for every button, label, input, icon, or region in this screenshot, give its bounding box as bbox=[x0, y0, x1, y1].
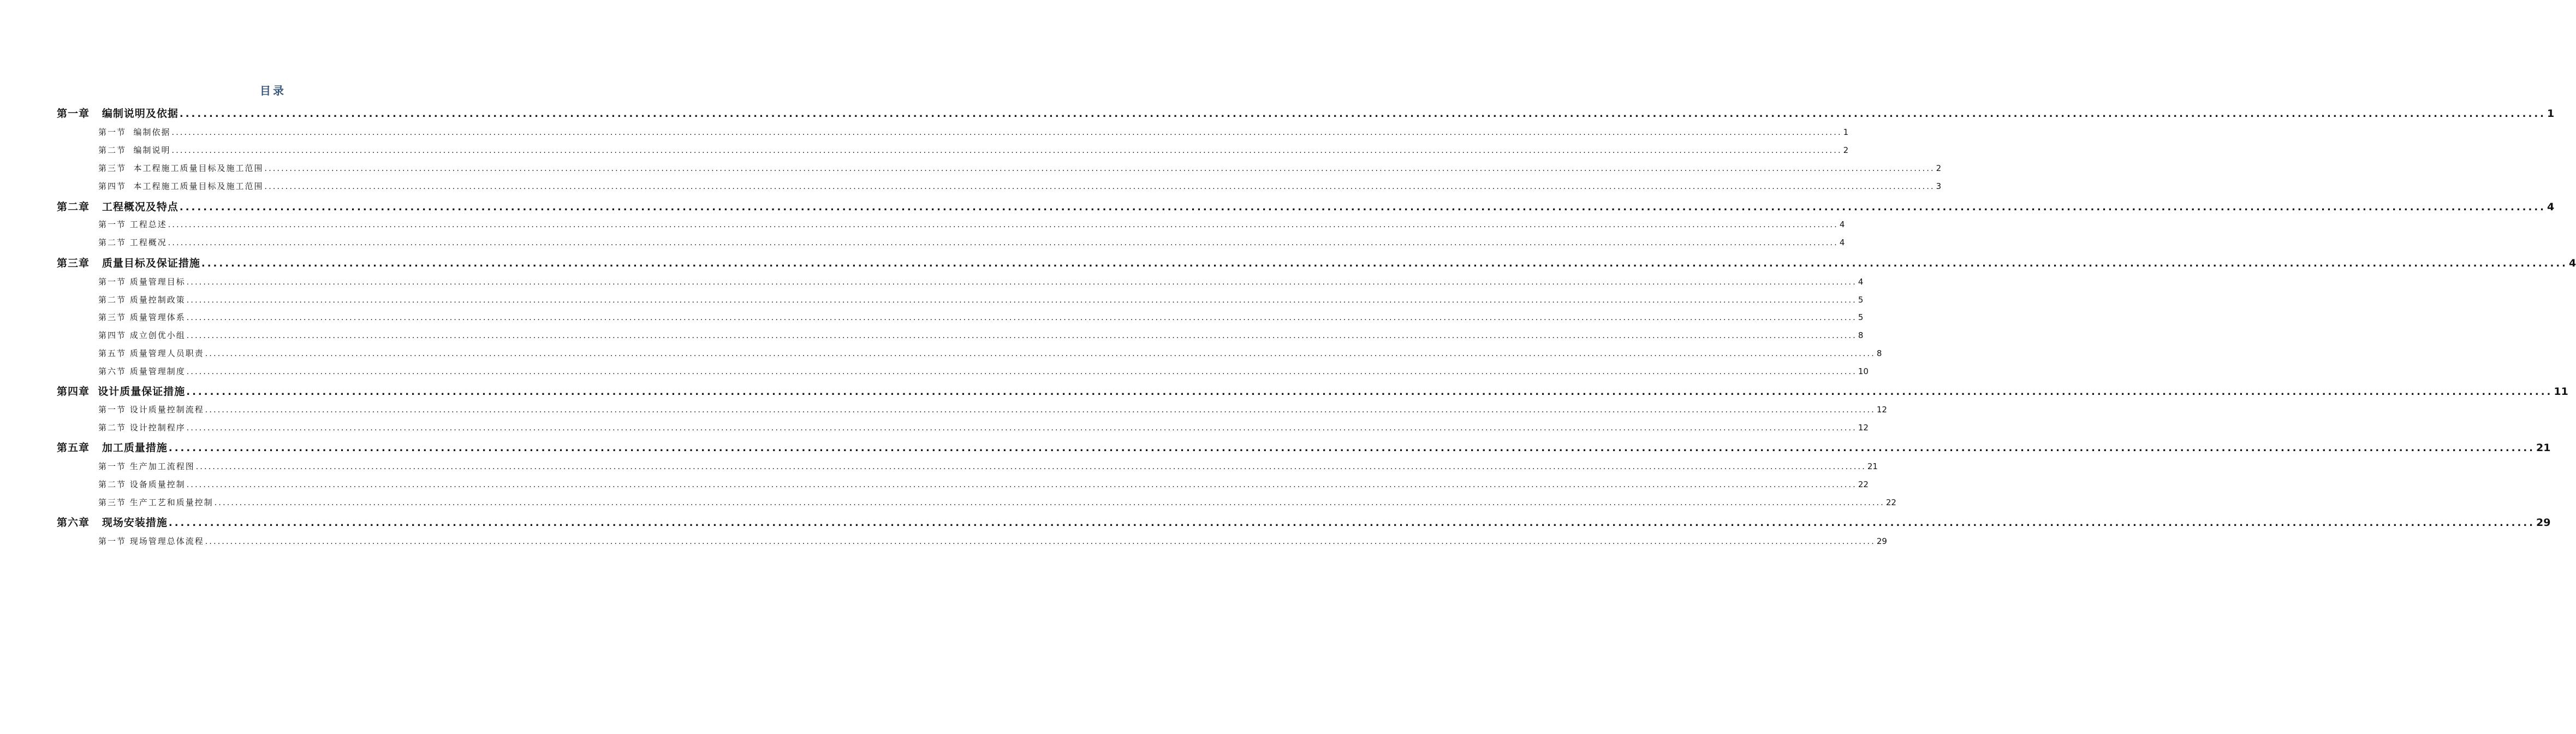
toc-entry-label: 第二章 工程概况及特点 bbox=[57, 201, 179, 213]
toc-page-number: 4 bbox=[1839, 220, 1845, 229]
toc-leader-dots: ................................................................................................................................................................................................................................................................................................................................................................................................................ bbox=[186, 313, 1857, 322]
toc-entry-label: 第六节 质量管理制度 bbox=[98, 366, 186, 376]
toc-page-number: 5 bbox=[1858, 295, 1864, 305]
toc-leader-dots: ................................................................................................................................................................................................................................................................................................................................................................................................................ bbox=[186, 481, 1857, 489]
toc-page-number: 22 bbox=[1858, 480, 1869, 489]
toc-section-entry[interactable] bbox=[98, 365, 1869, 377]
toc-page-number: 4 bbox=[1858, 277, 1864, 287]
toc-page-number: 4 bbox=[2569, 257, 2576, 269]
toc-section-entry[interactable] bbox=[98, 180, 1942, 192]
toc-page-number: 5 bbox=[1858, 312, 1864, 322]
toc-leader-dots: ................................................................................................................................................................................................................................................................................................................................................................................................................ bbox=[195, 463, 1866, 471]
toc-leader-dots: ................................................................................................................................................................................................................................................................................................................................................................................................................ bbox=[205, 406, 1876, 415]
toc-page-number: 1 bbox=[2547, 108, 2555, 120]
toc-leader-dots: ................................................................................................................................................................................................................................................................................................................................................................................................................ bbox=[179, 108, 2547, 120]
toc-page-number: 29 bbox=[1876, 536, 1887, 546]
toc-chapter-entry[interactable] bbox=[57, 255, 2576, 270]
toc-section-entry[interactable] bbox=[98, 162, 1942, 174]
toc-entry-label: 第一节 现场管理总体流程 bbox=[98, 536, 204, 546]
toc-entry-label: 第五节 质量管理人员职责 bbox=[98, 348, 204, 358]
toc-entry-label: 第二节 设备质量控制 bbox=[98, 480, 186, 489]
toc-leader-dots: ................................................................................................................................................................................................................................................................................................................................................................................................................ bbox=[186, 278, 1857, 287]
toc-section-entry[interactable] bbox=[98, 496, 1896, 508]
toc-entry-label: 第一节 生产加工流程图 bbox=[98, 461, 195, 471]
toc-leader-dots: ................................................................................................................................................................................................................................................................................................................................................................................................................ bbox=[186, 296, 1857, 305]
toc-entry-label: 第一节 设计质量控制流程 bbox=[98, 405, 204, 415]
toc-leader-dots: ................................................................................................................................................................................................................................................................................................................................................................................................................ bbox=[214, 499, 1885, 507]
toc-leader-dots: ................................................................................................................................................................................................................................................................................................................................................................................................................ bbox=[205, 350, 1876, 358]
toc-section-entry[interactable] bbox=[98, 294, 1864, 305]
toc-page-number: 12 bbox=[1858, 423, 1869, 433]
toc-entry-label: 第三节 本工程施工质量目标及施工范围 bbox=[98, 163, 264, 173]
toc-chapter-entry[interactable] bbox=[57, 199, 2555, 214]
toc-page-number: 8 bbox=[1858, 330, 1864, 340]
toc-chapter-entry[interactable] bbox=[57, 440, 2551, 454]
toc-page-number: 21 bbox=[1867, 461, 1878, 471]
toc-page-number: 21 bbox=[2536, 442, 2551, 454]
toc-entry-label: 第六章 现场安装措施 bbox=[57, 517, 168, 529]
toc-entry-label: 第三节 质量管理体系 bbox=[98, 312, 186, 322]
toc-title: 目录 bbox=[260, 84, 286, 97]
toc-page-number: 3 bbox=[1936, 181, 1942, 191]
toc-section-entry[interactable] bbox=[98, 404, 1887, 415]
toc-leader-dots: ................................................................................................................................................................................................................................................................................................................................................................................................................ bbox=[186, 386, 2553, 398]
toc-page-number: 10 bbox=[1858, 366, 1869, 376]
toc-entry-label: 第二节 工程概况 bbox=[98, 238, 167, 247]
toc-entry-label: 第二节 编制说明 bbox=[98, 145, 171, 155]
toc-page-number: 4 bbox=[2547, 201, 2555, 213]
toc-leader-dots: ................................................................................................................................................................................................................................................................................................................................................................................................................ bbox=[171, 128, 1842, 137]
toc-chapter-entry[interactable] bbox=[57, 383, 2568, 398]
toc-page-number: 22 bbox=[1885, 498, 1896, 507]
toc-leader-dots: ................................................................................................................................................................................................................................................................................................................................................................................................................ bbox=[201, 258, 2568, 269]
toc-leader-dots: ................................................................................................................................................................................................................................................................................................................................................................................................................ bbox=[264, 164, 1935, 173]
toc-section-entry[interactable] bbox=[98, 535, 1887, 547]
toc-entry-label: 第四节 成立创优小组 bbox=[98, 330, 186, 340]
toc-section-entry[interactable] bbox=[98, 311, 1864, 323]
toc-section-entry[interactable] bbox=[98, 478, 1869, 490]
toc-page-number: 4 bbox=[1839, 238, 1845, 247]
toc-section-entry[interactable] bbox=[98, 236, 1845, 248]
toc-entry-label: 第三节 生产工艺和质量控制 bbox=[98, 498, 213, 507]
toc-entry-label: 第五章 加工质量措施 bbox=[57, 442, 168, 454]
toc-page-number: 8 bbox=[1876, 348, 1882, 358]
toc-chapter-entry[interactable] bbox=[57, 105, 2555, 120]
toc-entry-label: 第四章 设计质量保证措施 bbox=[57, 386, 186, 398]
toc-leader-dots: ................................................................................................................................................................................................................................................................................................................................................................................................................ bbox=[205, 537, 1876, 546]
toc-entry-label: 第三章 质量目标及保证措施 bbox=[57, 257, 200, 269]
toc-section-entry[interactable] bbox=[98, 144, 1849, 156]
toc-entry-label: 第一章 编制说明及依据 bbox=[57, 108, 179, 120]
toc-section-entry[interactable] bbox=[98, 276, 1864, 287]
toc-leader-dots: ................................................................................................................................................................................................................................................................................................................................................................................................................ bbox=[264, 182, 1935, 191]
toc-entry-label: 第二节 设计控制程序 bbox=[98, 423, 186, 433]
toc-chapter-entry[interactable] bbox=[57, 514, 2551, 529]
toc-leader-dots: ................................................................................................................................................................................................................................................................................................................................................................................................................ bbox=[168, 239, 1839, 247]
toc-section-entry[interactable] bbox=[98, 329, 1864, 341]
toc-leader-dots: ................................................................................................................................................................................................................................................................................................................................................................................................................ bbox=[186, 332, 1857, 340]
toc-section-entry[interactable] bbox=[98, 218, 1845, 230]
toc-entry-label: 第一节 质量管理目标 bbox=[98, 277, 186, 287]
toc-page-number: 2 bbox=[1843, 145, 1849, 155]
toc-page-number: 11 bbox=[2554, 386, 2568, 398]
toc-section-entry[interactable] bbox=[98, 126, 1849, 138]
toc-section-entry[interactable] bbox=[98, 460, 1878, 472]
toc-leader-dots: ................................................................................................................................................................................................................................................................................................................................................................................................................ bbox=[168, 442, 2536, 454]
toc-entry-label: 第一节 编制依据 bbox=[98, 127, 171, 137]
toc-section-entry[interactable] bbox=[98, 422, 1869, 433]
toc-entry-label: 第四节 本工程施工质量目标及施工范围 bbox=[98, 181, 264, 191]
toc-page-number: 29 bbox=[2536, 517, 2551, 529]
toc-page-number: 1 bbox=[1843, 127, 1849, 137]
toc-entry-label: 第一节 工程总述 bbox=[98, 220, 167, 229]
toc-page-number: 2 bbox=[1936, 163, 1942, 173]
toc-leader-dots: ................................................................................................................................................................................................................................................................................................................................................................................................................ bbox=[168, 517, 2536, 529]
toc-leader-dots: ................................................................................................................................................................................................................................................................................................................................................................................................................ bbox=[168, 221, 1839, 229]
toc-leader-dots: ................................................................................................................................................................................................................................................................................................................................................................................................................ bbox=[186, 368, 1857, 376]
toc-entry-label: 第二节 质量控制政策 bbox=[98, 295, 186, 305]
toc-page-number: 12 bbox=[1876, 405, 1887, 415]
toc-section-entry[interactable] bbox=[98, 347, 1882, 359]
toc-leader-dots: ................................................................................................................................................................................................................................................................................................................................................................................................................ bbox=[171, 146, 1842, 155]
toc-leader-dots: ................................................................................................................................................................................................................................................................................................................................................................................................................ bbox=[179, 202, 2547, 213]
toc-leader-dots: ................................................................................................................................................................................................................................................................................................................................................................................................................ bbox=[186, 424, 1857, 433]
